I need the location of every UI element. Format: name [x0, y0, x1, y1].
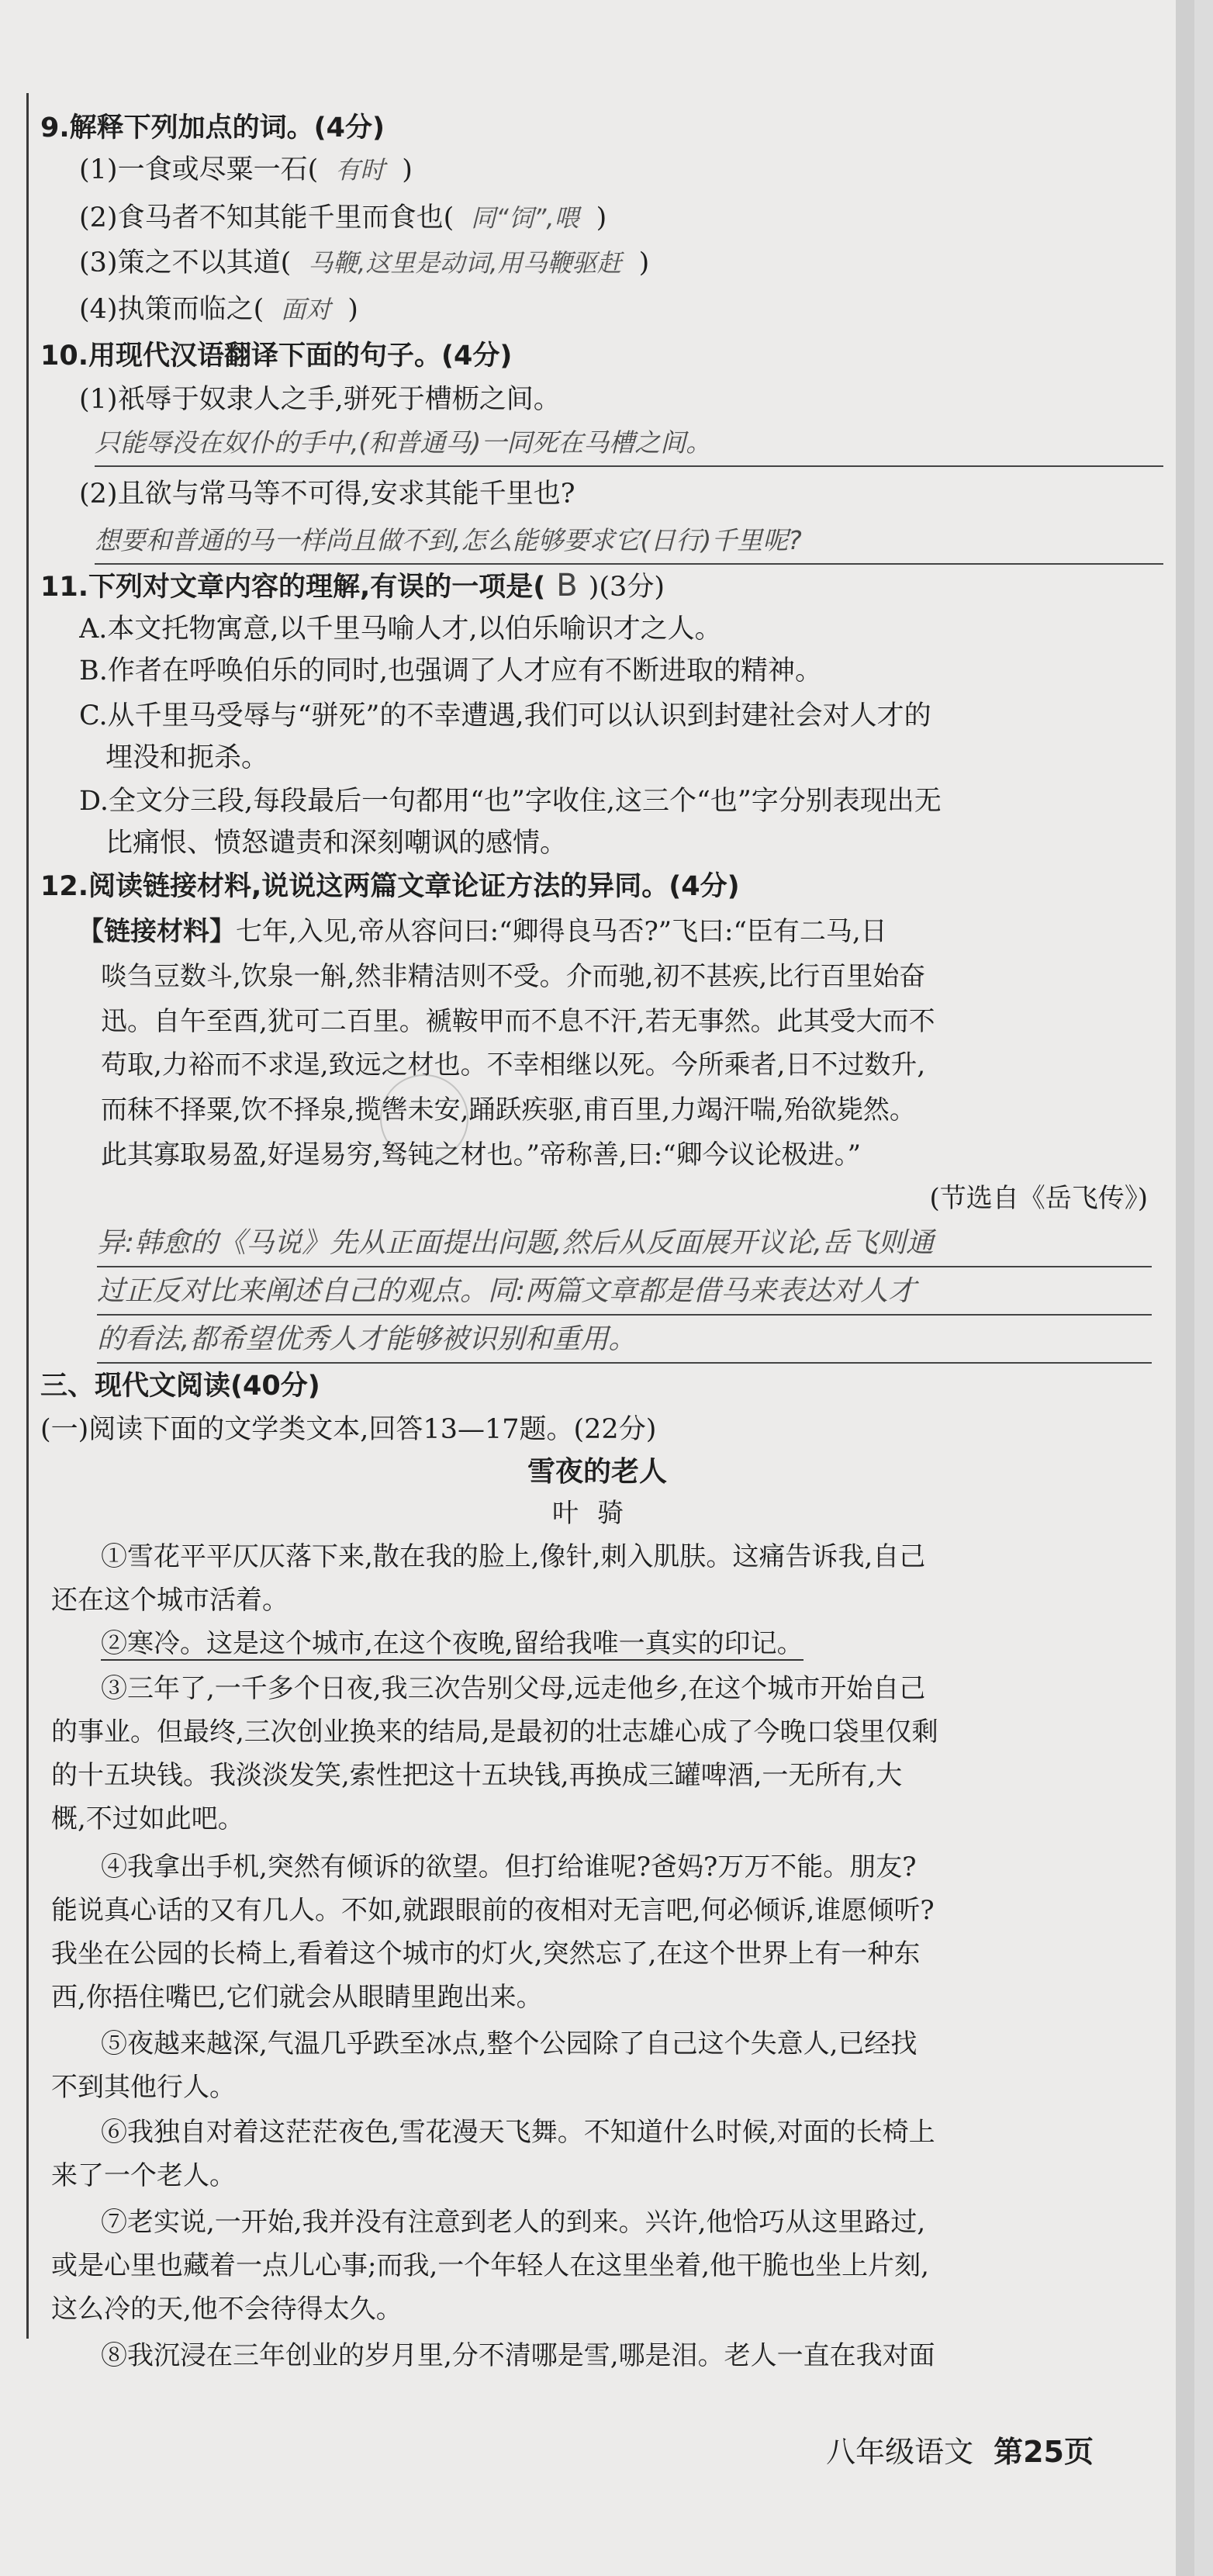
q10-answer-1: 只能辱没在奴仆的手中,(和普通马)一同死在马槽之间。: [95, 420, 1163, 467]
section-3-title: 三、现代文阅读(40分): [40, 1371, 320, 1402]
story-line: [101, 1623, 1163, 1665]
story-line: 的事业。但最终,三次创业换来的结局,是最初的壮志雄心成了今晚口袋里仅剩: [51, 1717, 938, 1748]
q12-material-line-6: 此其寡取易盈,好逞易穷,驽钝之材也。”帝称善,曰:“卿今议论极进。”: [101, 1139, 862, 1170]
q12-answer-line-2: 过正反对比来阐述自己的观点。同:两篇文章都是借马来表达对人才: [97, 1269, 1152, 1316]
q11-title: 11.下列对文章内容的理解,有误的一项是( B )(3分): [40, 568, 665, 603]
story-line: 这么冷的天,他不会待得太久。: [51, 2294, 403, 2325]
story-line: ⑥我独自对着这茫茫夜色,雪花漫天飞舞。不知道什么时候,对面的长椅上: [101, 2117, 935, 2148]
q9-answer-2: 同“饲”,喂: [471, 203, 579, 233]
q12-answer-line-3: 的看法,都希望优秀人才能够被识别和重用。: [97, 1317, 1152, 1364]
story-line: ③三年了,一千多个日夜,我三次告别父母,远走他乡,在这个城市开始自己: [101, 1673, 926, 1704]
q12-material-line-4: 苟取,力裕而不求逞,致远之材也。不幸相继以死。今所乘者,日不过数升,: [101, 1049, 926, 1081]
q9-item-1: (1)一食或尽粟一石( 有时 ): [79, 154, 413, 185]
q12-material-line-2: 啖刍豆数斗,饮泉一斛,然非精洁则不受。介而驰,初不甚疾,比行百里始奋: [101, 961, 926, 992]
story-line: 概,不过如此吧。: [51, 1803, 244, 1834]
q9-item-2: (2)食马者不知其能千里而食也( 同“饲”,喂 ): [79, 202, 607, 233]
story-line: 能说真心话的又有几人。不如,就跟眼前的夜相对无言吧,何必倾诉,谁愿倾听?: [51, 1895, 935, 1926]
story-line: 的十五块钱。我淡淡发笑,索性把这十五块钱,再换成三罐啤酒,一无所有,大: [51, 1760, 903, 1791]
story-line: 不到其他行人。: [51, 2072, 236, 2103]
footer-subject: 八年级语文: [826, 2435, 974, 2469]
q10-answer-2: 想要和普通的马一样尚且做不到,怎么能够要求它(日行)千里呢?: [95, 518, 1163, 565]
story-line: 还在这个城市活着。: [51, 1585, 289, 1616]
margin-rule: [26, 93, 29, 2339]
q10-sentence-1: (1)祇辱于奴隶人之手,骈死于槽枥之间。: [79, 384, 561, 415]
q11-option-b: B.作者在呼唤伯乐的同时,也强调了人才应有不断进取的精神。: [79, 655, 822, 686]
story-line: ⑦老实说,一开始,我并没有注意到老人的到来。兴许,他恰巧从这里路过,: [101, 2207, 926, 2238]
q12-source: (节选自《岳飞传》): [929, 1183, 1148, 1214]
story-line: 西,你捂住嘴巴,它们就会从眼睛里跑出来。: [51, 1982, 543, 2013]
q11-answer: B: [556, 568, 578, 603]
q9-item-4: (4)执策而临之( 面对 ): [79, 294, 358, 325]
story-line: ⑤夜越来越深,气温几乎跌至冰点,整个公园除了自己这个失意人,已经找: [101, 2028, 918, 2059]
page-number: 第25页: [994, 2435, 1094, 2469]
q11-option-c: C.从千里马受辱与“骈死”的不幸遭遇,我们可以认识到封建社会对人才的: [79, 700, 931, 731]
q9-answer-4: 面对: [281, 295, 331, 324]
story-title: 雪夜的老人: [527, 1455, 667, 1488]
section-3-subtitle: (一)阅读下面的文学类文本,回答13—17题。(22分): [40, 1414, 657, 1445]
q12-material-line-1: 【链接材料】七年,入见,帝从容问曰:“卿得良马否?”飞曰:“臣有二马,日: [78, 916, 887, 947]
q12-answer-line-1: 异:韩愈的《马说》先从正面提出问题,然后从反面展开议论,岳飞则通: [97, 1221, 1152, 1267]
story-line: 我坐在公园的长椅上,看着这个城市的灯火,突然忘了,在这个世界上有一种东: [51, 1938, 921, 1969]
q12-title: 12.阅读链接材料,说说这两篇文章论证方法的异同。(4分): [40, 871, 740, 902]
q11-option-c-cont: 埋没和扼杀。: [105, 742, 269, 773]
q9-answer-3: 马鞭,这里是动词,用马鞭驱赶: [308, 248, 622, 278]
q11-option-a: A.本文托物寓意,以千里马喻人才,以伯乐喻识才之人。: [79, 614, 722, 645]
q9-title: [40, 107, 1163, 149]
page-footer: [826, 2428, 1094, 2471]
story-line: ①雪花平平仄仄落下来,散在我的脸上,像针,刺入肌肤。这痛告诉我,自己: [101, 1541, 926, 1572]
q10-title: 10.用现代汉语翻译下面的句子。(4分): [40, 341, 513, 372]
story-line: 或是心里也藏着一点儿心事;而我,一个年轻人在这里坐着,他干脆也坐上片刻,: [51, 2250, 929, 2281]
story-author: 叶骑: [552, 1498, 642, 1529]
material-label: 【链接材料】: [78, 916, 236, 947]
q11-option-d-cont: 比痛恨、愤怒谴责和深刻嘲讽的感情。: [105, 828, 568, 859]
story-line: ④我拿出手机,突然有倾诉的欲望。但打给谁呢?爸妈?万万不能。朋友?: [101, 1852, 917, 1883]
q9-answer-1: 有时: [335, 155, 385, 185]
q12-material-line-5: 而秣不择粟,饮不择泉,揽辔未安,踊跃疾驱,甫百里,力竭汗喘,殆欲毙然。: [101, 1094, 916, 1125]
q11-option-d: D.全文分三段,每段最后一句都用“也”字收住,这三个“也”字分别表现出无: [79, 786, 942, 817]
q12-material-line-3: 迅。自午至酉,犹可二百里。褫鞍甲而不息不汗,若无事然。此其受大而不: [101, 1006, 935, 1037]
watermark-stamp: [380, 1074, 468, 1163]
q10-sentence-2: (2)且欲与常马等不可得,安求其能千里也?: [79, 479, 575, 510]
story-line: ⑧我沉浸在三年创业的岁月里,分不清哪是雪,哪是泪。老人一直在我对面: [101, 2340, 935, 2371]
q9-item-3: (3)策之不以其道( 马鞭,这里是动词,用马鞭驱赶 ): [79, 247, 650, 278]
q9-title-text: 9.解释下列加点的词。(4分): [40, 112, 385, 143]
underlined-sentence: ②寒冷。这是这个城市,在这个夜晚,留给我唯一真实的印记。: [101, 1628, 803, 1659]
page-edge-shadow: [1176, 0, 1194, 2576]
story-line: 来了一个老人。: [51, 2160, 236, 2191]
